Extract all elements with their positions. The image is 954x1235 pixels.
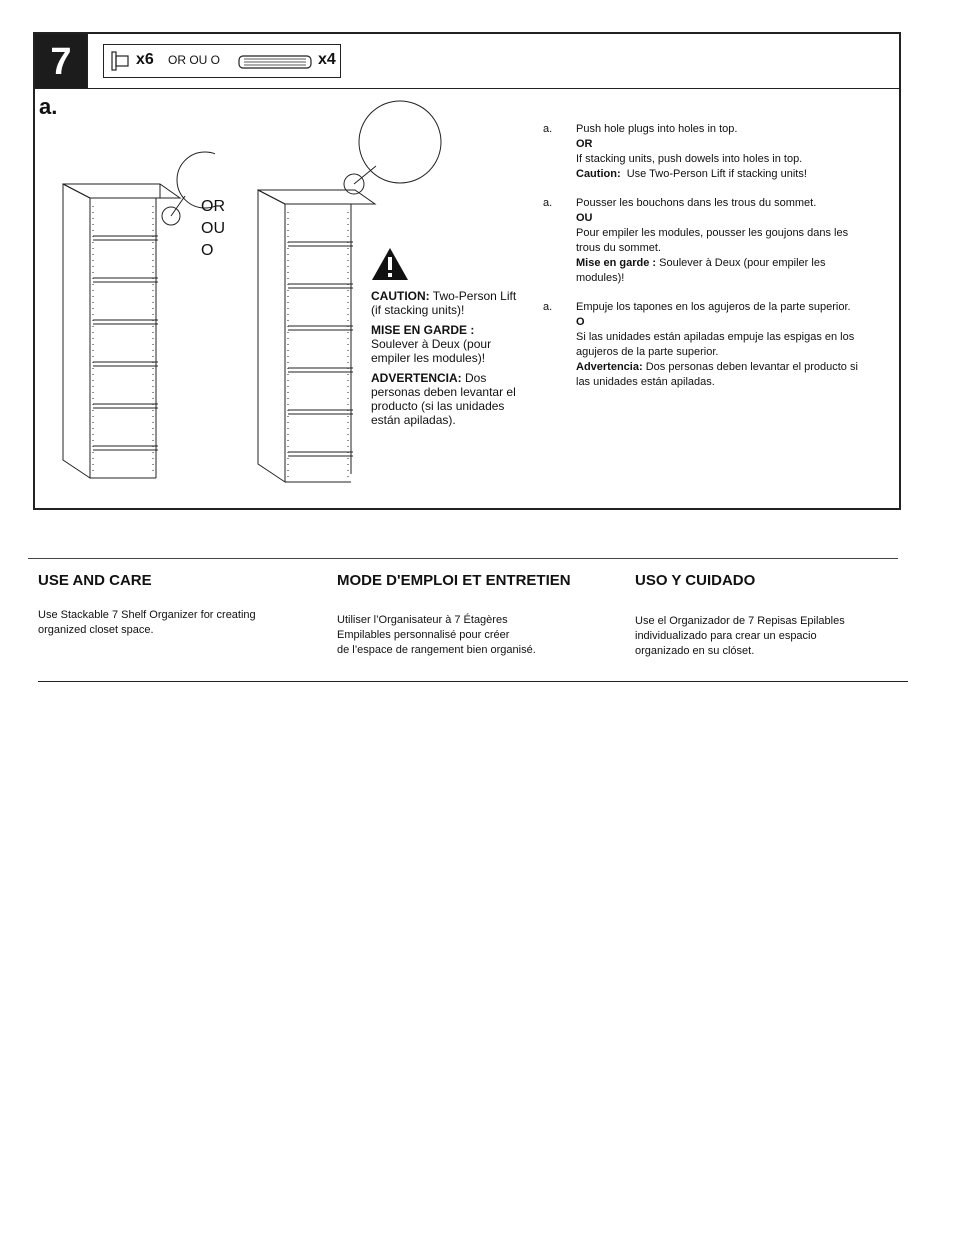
care-fr-text: [337, 613, 607, 658]
instruction-marker: a.: [543, 301, 553, 313]
instruction-caution-text: Dos personas deben levantar el producto si las unidades están apiladas.: [576, 361, 858, 388]
care-fr: [337, 572, 607, 658]
care-fr-line: Utiliser l’Organisateur à 7 Étagères: [337, 614, 508, 626]
caution-fr-text: Soulever à Deux (pour empiler les modules)!: [371, 337, 492, 365]
instruction-or: OR: [576, 138, 593, 150]
instruction-line: Push hole plugs into holes in top.: [576, 123, 738, 135]
instruction-line: Pousser les bouchons dans les trous du sommet.: [576, 197, 817, 209]
parts-callout: [103, 44, 341, 78]
instruction-marker: a.: [543, 197, 553, 209]
care-es-text: Use el Organizador de 7 Repisas Epilables individualizado para crear un espacio organizado en su clóset.: [635, 615, 845, 657]
caution-fr-label: MISE EN GARDE :: [371, 323, 475, 337]
care-es: [635, 572, 905, 659]
instruction-en: [543, 122, 873, 182]
instruction-caution-label: Advertencia:: [576, 361, 643, 373]
instruction-caution-label: Mise en garde :: [576, 257, 657, 269]
instruction-line: Si las unidades están apiladas empuje las espigas en los agujeros de la parte superior.: [576, 331, 855, 358]
substep-label: a.: [39, 94, 58, 119]
header-rule: [35, 88, 899, 89]
caution-box: [371, 289, 521, 433]
section-divider-top: [28, 558, 898, 559]
section-divider-bottom: [38, 681, 908, 682]
care-es-title: USO Y CUIDADO: [635, 572, 756, 589]
step-7-panel: [33, 32, 901, 510]
hole-plug-icon: [110, 50, 132, 72]
care-en: [38, 572, 308, 638]
instruction-caution-text: Soulever à Deux (pour empiler les modules)!: [576, 257, 826, 284]
instruction-or: O: [576, 316, 585, 328]
instruction-or: OU: [576, 212, 593, 224]
header-divider: [87, 34, 88, 88]
parts-or-text: OR OU O: [168, 53, 221, 67]
instruction-es: [543, 300, 873, 390]
care-fr-title: MODE D'EMPLOI ET ENTRETIEN: [337, 572, 571, 589]
instruction-caution-text: Use Two-Person Lift if stacking units!: [626, 168, 807, 180]
care-fr-line: de l’espace de rangement bien organisé.: [337, 644, 536, 656]
instruction-marker: a.: [543, 123, 553, 135]
caution-en-text: Two-Person Lift (if stacking units)!: [371, 289, 517, 317]
caution-es-text: Dos personas deben levantar el producto (si las unidades están apiladas).: [371, 371, 516, 427]
or-label: [201, 196, 225, 262]
care-en-title: USE AND CARE: [38, 572, 152, 589]
or-label-fr: OU: [201, 220, 225, 237]
dowel-icon: [238, 54, 312, 70]
instruction-fr: [543, 196, 873, 286]
care-en-text: Use Stackable 7 Shelf Organizer for creating organized closet space.: [38, 609, 256, 636]
shelf-unit-hole-plugs-illustration: [55, 118, 215, 488]
dowel-count: x4: [318, 51, 336, 68]
instructions: [543, 122, 873, 404]
caution-es-label: ADVERTENCIA:: [371, 371, 462, 385]
instruction-line: Empuje los tapones en los agujeros de la parte superior.: [576, 301, 851, 313]
hole-plug-count: x6: [136, 51, 154, 68]
step-number: 7: [35, 34, 87, 88]
care-fr-line: Empilables personnalisé pour créer: [337, 629, 510, 641]
instruction-caution-label: Caution:: [576, 168, 621, 180]
instruction-line: If stacking units, push dowels into holes in top.: [576, 153, 803, 165]
instruction-line: Pour empiler les modules, pousser les goujons dans les trous du sommet.: [576, 227, 849, 254]
caution-en-label: CAUTION:: [371, 289, 430, 303]
or-label-en: OR: [201, 198, 225, 215]
warning-icon: [370, 246, 410, 282]
or-label-es: O: [201, 242, 214, 259]
